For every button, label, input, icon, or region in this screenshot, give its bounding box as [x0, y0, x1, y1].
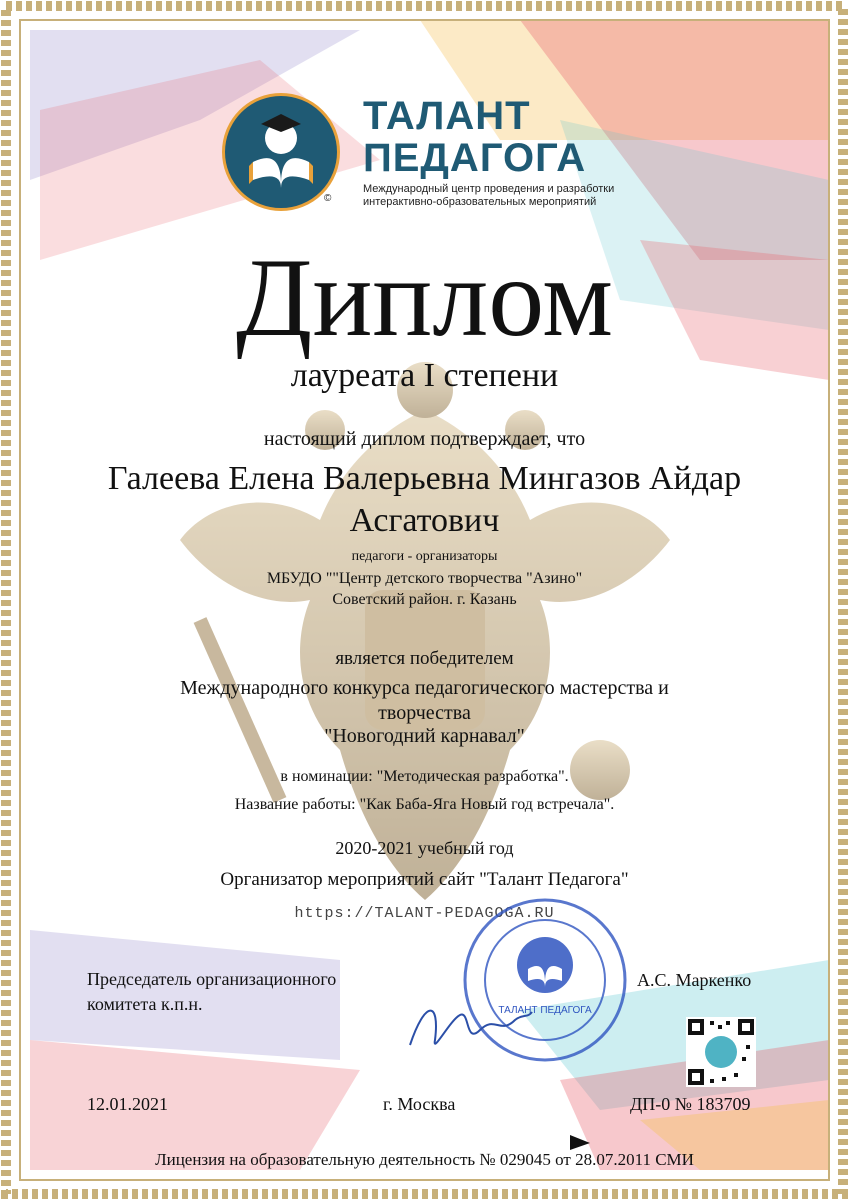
- copyright-mark: ©: [324, 193, 332, 204]
- academic-year: 2020-2021 учебный год: [335, 838, 514, 858]
- chairman-title-line1: Председатель организационного: [87, 969, 337, 989]
- organization-line2: Советский район. г. Казань: [332, 591, 517, 608]
- signature-icon: [400, 990, 540, 1060]
- contest-line1: Международного конкурса педагогического мастерства и: [180, 677, 669, 699]
- nomination-text: в номинации: "Методическая разработка".: [280, 768, 569, 785]
- issue-city: г. Москва: [383, 1094, 456, 1114]
- chairman-title-line2: комитета к.п.н.: [87, 994, 203, 1014]
- work-name-text: Название работы: "Как Баба-Яга Новый год встречала".: [234, 796, 615, 813]
- recipient-names: Галеева Елена Валерьевна Мингазов Айдар Асгатович: [107, 460, 742, 539]
- graduate-book-logo-icon: [225, 96, 337, 208]
- issue-date: 12.01.2021: [87, 1094, 168, 1114]
- organizer-text: Организатор мероприятий сайт "Талант Педагога": [220, 869, 629, 890]
- document-number: ДП-0 № 183709: [630, 1094, 751, 1114]
- diploma-title: Диплом: [236, 236, 613, 360]
- logo-icon: [222, 93, 340, 211]
- contest-line2: творчества: [378, 702, 471, 724]
- brand-tagline: Международный центр проведения и разработки интерактивно-образовательных мероприятий: [363, 183, 615, 208]
- chairman-name: А.С. Маркенко: [637, 970, 752, 990]
- stamp-center-text: ТАЛАНТ ПЕДАГОГА: [498, 1005, 592, 1016]
- website-link[interactable]: https://TALANT-PEDAGOGA.RU: [294, 905, 555, 922]
- confirm-text: настоящий диплом подтверждает, что: [263, 428, 586, 450]
- recipient-role: педагоги - организаторы: [351, 549, 498, 564]
- brand-name-line1: ТАЛАНТ: [363, 94, 531, 138]
- brand-name-line2: ПЕДАГОГА: [363, 136, 587, 180]
- diploma-subtitle: лауреата I степени: [290, 357, 559, 394]
- license-text: Лицензия на образовательную деятельность № 029045 от 28.07.2011 СМИ: [155, 1150, 694, 1169]
- pointer-arrow-icon: [570, 1135, 590, 1150]
- winner-text: является победителем: [335, 648, 514, 669]
- contest-title: "Новогодний карнавал": [324, 725, 525, 747]
- qr-code-icon[interactable]: [686, 1017, 756, 1087]
- organization-line1: МБУДО ""Центр детского творчества "Азино": [266, 570, 583, 587]
